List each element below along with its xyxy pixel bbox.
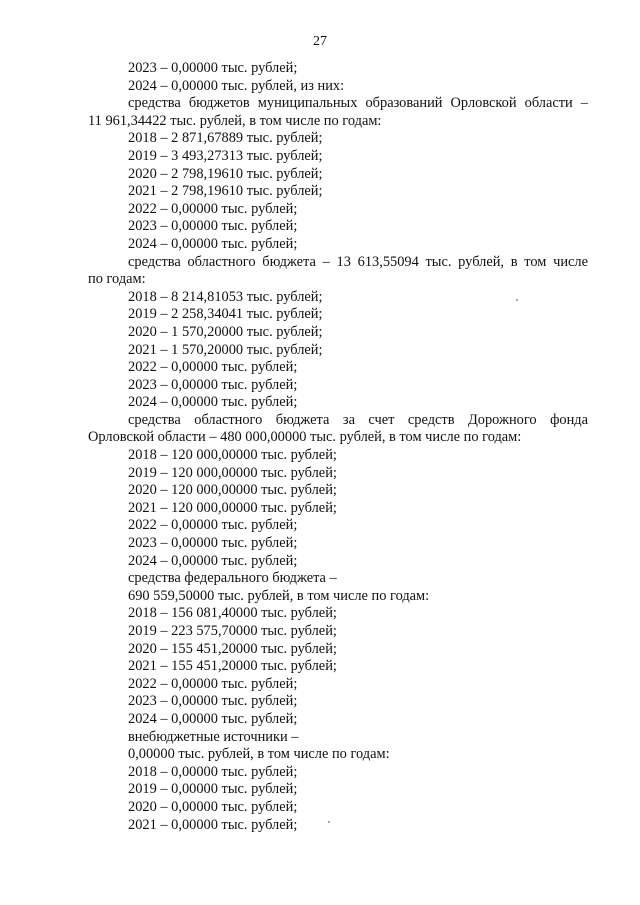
text-line: 2019 – 2 258,34041 тыс. рублей; <box>128 306 323 323</box>
text-line: внебюджетные источники – <box>128 728 299 745</box>
text-line: 2019 – 223 575,70000 тыс. рублей; <box>128 623 337 639</box>
text-line: 2018 – 120 000,00000 тыс. рублей; <box>128 447 337 464</box>
text-line: 2019 – 3 493,27313 тыс. рублей; <box>128 147 323 164</box>
text-line: 2024 – 0,00000 тыс. рублей; <box>128 394 298 411</box>
text-line: 2020 – 2 798,19610 тыс. рублей; <box>128 165 323 182</box>
text-line: 2021 – 155 451,20000 тыс. рублей; <box>128 658 337 675</box>
text-line: 2024 – 0,00000 тыс. рублей, из них: <box>128 77 345 94</box>
document-body <box>88 60 588 834</box>
text-line: 2020 – 155 451,20000 тыс. рублей; <box>128 640 337 657</box>
text-line: 2024 – 0,00000 тыс. рублей; <box>128 235 298 252</box>
text-line: 2020 – 1 570,20000 тыс. рублей; <box>128 323 323 340</box>
text-line: 2021 – 120 000,00000 тыс. рублей; <box>128 499 337 516</box>
scan-speck <box>516 299 518 301</box>
text-line: 2023 – 0,00000 тыс. рублей; <box>128 218 298 235</box>
text-line: 2018 – 2 871,67889 тыс. рублей; <box>128 130 323 147</box>
text-line: 2022 – 0,00000 тыс. рублей; <box>128 359 298 376</box>
text-line: 2024 – 0,00000 тыс. рублей; <box>128 710 298 727</box>
text-line: 690 559,50000 тыс. рублей, в том числе по годам: <box>128 587 430 604</box>
text-line: 2018 – 0,00000 тыс. рублей; <box>128 763 298 780</box>
text-line: 2021 – 0,00000 тыс. рублей; <box>128 816 298 833</box>
text-line: средства областного бюджета – 13 613,55094 тыс. рублей, в том числе <box>128 253 588 270</box>
text-line: 2022 – 0,00000 тыс. рублей; <box>128 675 298 692</box>
text-line: 2022 – 0,00000 тыс. рублей; <box>128 200 298 217</box>
text-line: 2024 – 0,00000 тыс. рублей; <box>128 552 298 569</box>
text-line: средства бюджетов муниципальных образований Орловской области – <box>128 95 588 112</box>
text-line: 2019 – 0,00000 тыс. рублей; <box>128 781 298 798</box>
text-line: 2023 – 0,00000 тыс. рублей; <box>128 693 298 710</box>
text-line: 2022 – 0,00000 тыс. рублей; <box>128 517 298 534</box>
text-line: 2023 – 0,00000 тыс. рублей; <box>128 535 298 552</box>
text-line: 2023 – 0,00000 тыс. рублей; <box>128 376 298 393</box>
text-line: 2019 – 120 000,00000 тыс. рублей; <box>128 464 337 481</box>
text-line: 2021 – 2 798,19610 тыс. рублей; <box>128 183 323 200</box>
text-line: средства федерального бюджета – <box>128 570 337 587</box>
text-line: по годам: <box>88 271 146 288</box>
text-line: 0,00000 тыс. рублей, в том числе по годам: <box>128 746 390 763</box>
text-line: 2020 – 0,00000 тыс. рублей; <box>128 798 298 815</box>
text-line: 2018 – 156 081,40000 тыс. рублей; <box>128 605 337 622</box>
text-line: 2020 – 120 000,00000 тыс. рублей; <box>128 482 337 499</box>
text-line: 2021 – 1 570,20000 тыс. рублей; <box>128 341 323 358</box>
text-line: 2018 – 8 214,81053 тыс. рублей; <box>128 288 323 305</box>
text-line: 2023 – 0,00000 тыс. рублей; <box>128 60 298 76</box>
text-line: Орловской области – 480 000,00000 тыс. рублей, в том числе по годам: <box>88 429 522 446</box>
text-line: средства областного бюджета за счет средств Дорожного фонда <box>128 411 588 428</box>
page-number: 27 <box>313 34 327 49</box>
text-line: 11 961,34422 тыс. рублей, в том числе по годам: <box>88 112 382 129</box>
scan-speck <box>328 821 330 823</box>
